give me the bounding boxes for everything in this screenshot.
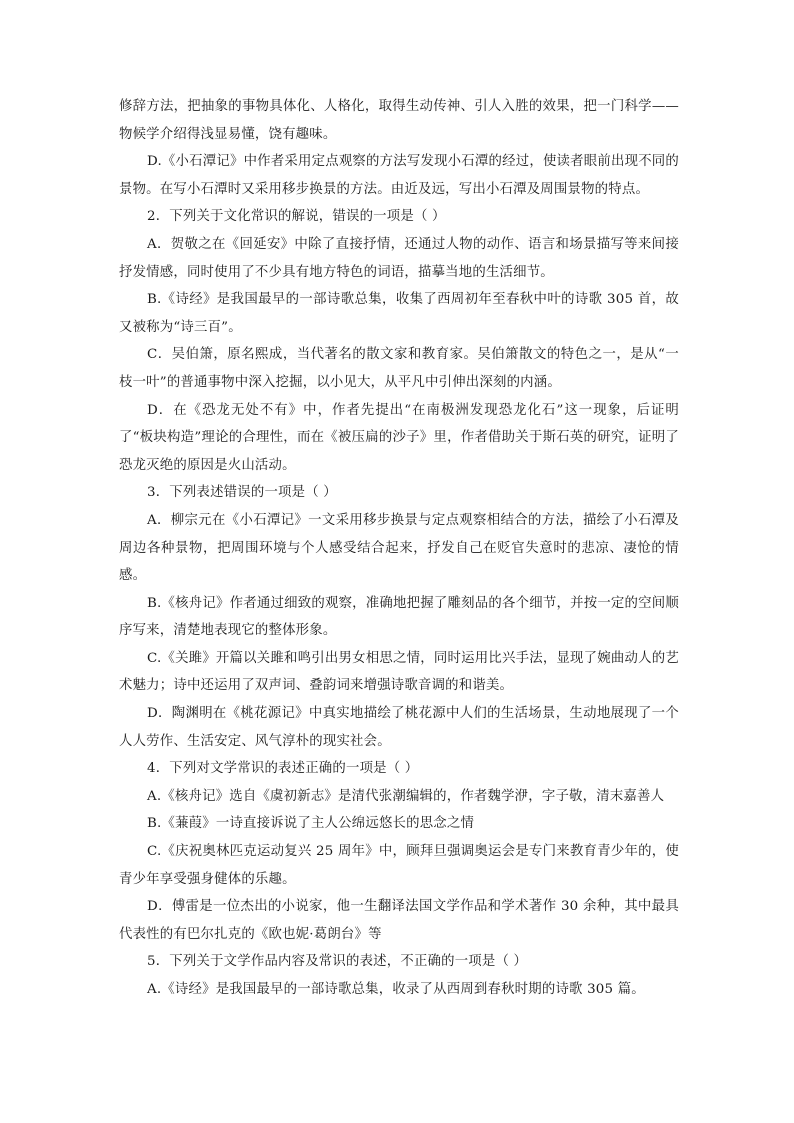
option-d-q3: D．陶渊明在《桃花源记》中真实地描绘了桃花源中人们的生活场景，生动地展现了一个人人劳作、生活安定、风气淳朴的现实社会。 [119,706,679,749]
option-a-q5: A.《诗经》是我国最早的一部诗歌总集，收录了从西周到春秋时期的诗歌 305 篇。 [147,982,645,997]
option-c-q3: C.《关雎》开篇以关雎和鸣引出男女相思之情，同时运用比兴手法，显现了婉曲动人的艺术魅力；诗中还运用了双声词、叠韵词来增强诗歌音调的和谐美。 [119,650,679,694]
paragraph-continuation: 修辞方法，把抽象的事物具体化、人格化，取得生动传神、引人入胜的效果，把一门科学——物候学介绍得浅显易懂，饶有趣味。 [119,99,679,142]
option-d-q1: D.《小石潭记》中作者采用定点观察的方法写发现小石潭的经过，使读者眼前出现不同的景物。在写小石潭时又采用移步换景的方法。由近及远，写出小石潭及周围景物的特点。 [119,154,679,197]
option-a-q4: A.《核舟记》选自《虞初新志》是清代张潮编辑的，作者魏学洢，字子敬，清末嘉善人 [147,788,665,804]
question-4: 4．下列对文学常识的表述正确的一项是（ ） [147,761,419,777]
document-body [119,93,679,1004]
option-d-q4: D．傅雷是一位杰出的小说家，他一生翻译法国文学作品和学术著作 30 余种，其中最具代表性的有巴尔扎克的《欧也妮·葛朗台》等 [119,899,679,942]
option-c-q2: C．吴伯箫，原名熙成，当代著名的散文家和教育家。吴伯箫散文的特色之一，是从“一枝一叶”的普通事物中深入挖掘，以小见大，从平凡中引伸出深刻的内涵。 [119,347,679,390]
option-c-q4: C.《庆祝奥林匹克运动复兴 25 周年》中，顾拜旦强调奥运会是专门来教育青少年的，使青少年享受强身健体的乐趣。 [119,844,679,887]
option-b-q4: B.《蒹葭》一诗直接诉说了主人公绵远悠长的思念之情 [147,816,475,832]
option-b-q2: B.《诗经》是我国最早的一部诗歌总集，收集了西周初年至春秋中叶的诗歌 305 首，故又被称为“诗三百”。 [119,292,679,335]
question-2: 2．下列关于文化常识的解说，错误的一项是（ ） [147,209,446,225]
question-3: 3．下列表述错误的一项是（ ） [147,485,337,501]
option-a-q3: A．柳宗元在《小石潭记》一文采用移步换景与定点观察相结合的方法，描绘了小石潭及周边各种景物，把周围环境与个人感受结合起来，抒发自己在贬官失意时的悲凉、凄怆的情感。 [119,512,679,584]
question-5: 5．下列关于文学作品内容及常识的表述，不正确的一项是（ ） [147,954,528,970]
option-a-q2: A．贺敬之在《回延安》中除了直接抒情，还通过人物的动作、语言和场景描写等来间接抒发情感，同时使用了不少具有地方特色的词语，描摹当地的生活细节。 [119,236,679,280]
option-d-q2: D．在《恐龙无处不有》中，作者先提出“在南极洲发现恐龙化石”这一现象，后证明了“板块构造”理论的合理性，而在《被压扁的沙子》里，作者借助关于斯石英的研究，证明了恐龙灭绝的原因是火山活动。 [119,402,679,473]
option-b-q3: B.《核舟记》作者通过细致的观察，准确地把握了雕刻品的各个细节，并按一定的空间顺序写来，清楚地表现它的整体形象。 [119,595,679,639]
